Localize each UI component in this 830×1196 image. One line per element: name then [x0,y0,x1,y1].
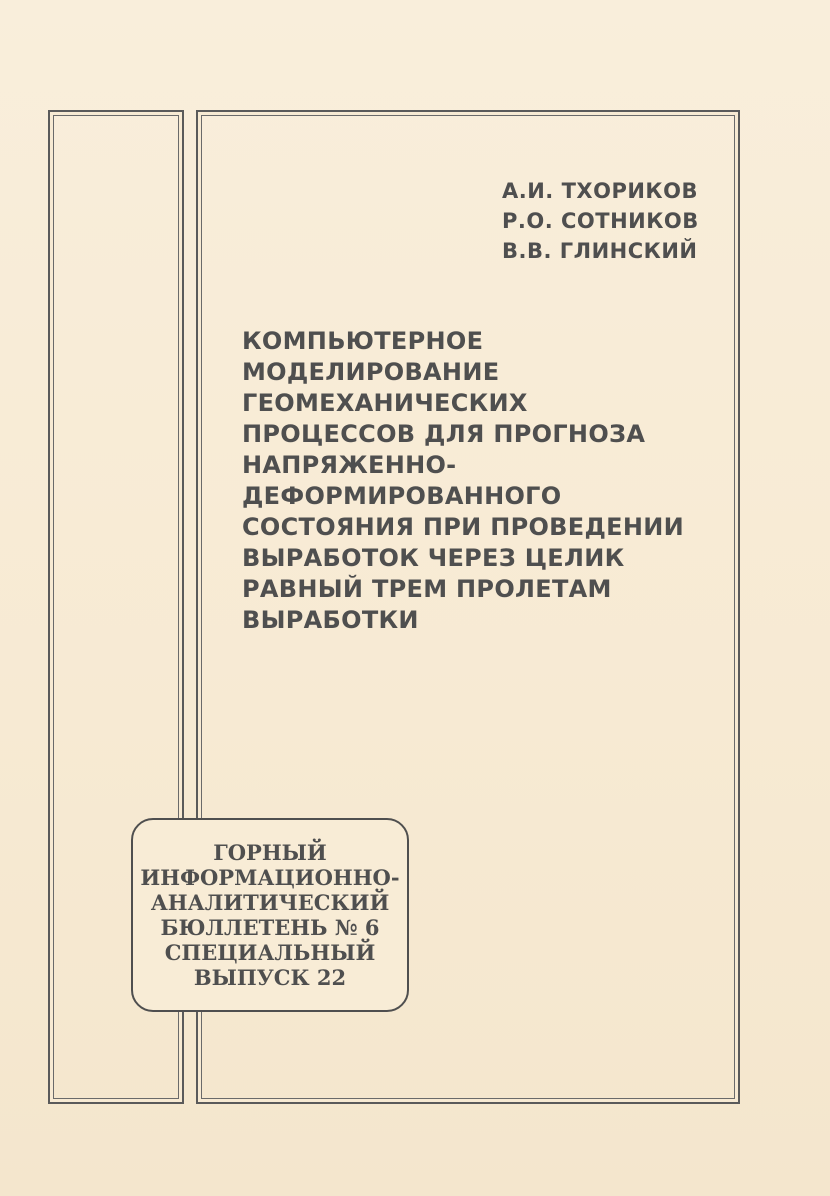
title-line: КОМПЬЮТЕРНОЕ [242,327,484,355]
title-line: РАВНЫЙ ТРЕМ ПРОЛЕТАМ [242,575,612,603]
authors-block [420,176,710,266]
series-line: АНАЛИТИЧЕСКИЙ [150,890,390,915]
series-line: БЮЛЛЕТЕНЬ № 6 [160,915,380,940]
author-name: В.В. ГЛИНСКИЙ [502,239,698,263]
title-line: ВЫРАБОТОК ЧЕРЕЗ ЦЕЛИК [242,544,625,572]
series-line: ИНФОРМАЦИОННО- [140,865,400,890]
title-line: ПРОЦЕССОВ ДЛЯ ПРОГНОЗА [242,420,646,448]
title-line: ГЕОМЕХАНИЧЕСКИХ [242,389,528,417]
author-name: Р.О. СОТНИКОВ [502,209,699,233]
book-title [242,326,712,636]
series-label-box [131,818,409,1012]
title-line: НАПРЯЖЕННО- [242,451,457,479]
title-line: СОСТОЯНИЯ ПРИ ПРОВЕДЕНИИ [242,513,685,541]
author-name: А.И. ТХОРИКОВ [502,179,698,203]
title-line: ДЕФОРМИРОВАННОГО [242,482,562,510]
title-line: МОДЕЛИРОВАНИЕ [242,358,500,386]
series-line: СПЕЦИАЛЬНЫЙ [164,940,376,965]
title-line: ВЫРАБОТКИ [242,606,419,634]
series-line: ГОРНЫЙ [213,840,327,865]
series-line: ВЫПУСК 22 [193,965,347,990]
